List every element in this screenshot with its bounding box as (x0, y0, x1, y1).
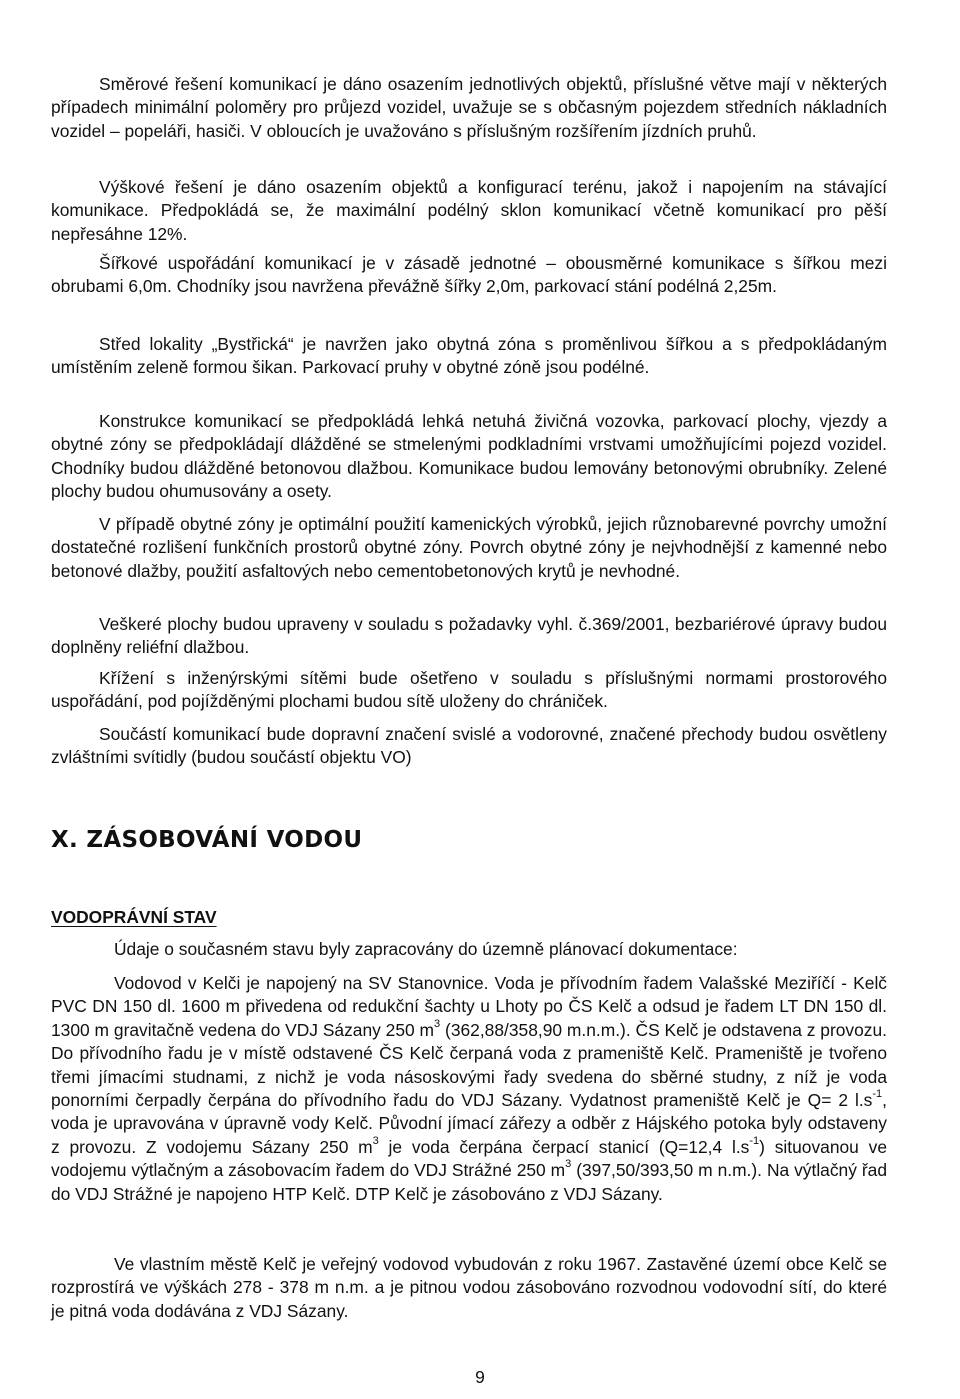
water-text-4: je voda čerpána čerpací stanicí (Q=12,4 l.s (378, 1136, 750, 1157)
text-block-construction (51, 410, 887, 504)
text-block-center (51, 333, 887, 380)
superscript-cubic: 3 (372, 1135, 379, 1148)
section-heading: X. ZÁSOBOVÁNÍ VODOU (51, 827, 363, 853)
paragraph-construction: Konstrukce komunikací se předpokládá lehká netuhá živičná vozovka, parkovací plochy, vjezdy a obytné zóny se předpokládají dlážděné se stmelenými podkladními vrstvami umožňujícími pojezd vozidel. Chodníky budou dlážděné betonovou dlažbou. Komunikace budou lemovány betonovými obrubníky. Zelené plochy budou ohumusovány a osety. (51, 411, 887, 502)
page-number: 9 (475, 1367, 485, 1387)
superscript-cubic: 3 (434, 1018, 441, 1031)
text-block-town-water (51, 1253, 887, 1323)
text-block-roads (51, 73, 887, 143)
paragraph-intro: Údaje o současném stavu byly zapracovány do územně plánovací dokumentace: (114, 939, 738, 959)
text-block-residential (51, 513, 887, 583)
water-text-6: (397,50/393,50 m n.m.). Na výtlačný řad do VDJ Strážné je napojeno HTP Kelč. DTP Kelč je zásobováno z VDJ Sázany. (51, 1160, 887, 1204)
paragraph-width: Šířkové uspořádání komunikací je v zásadě jednotné – obousměrné komunikace s šířkou mezi obrubami 6,0m. Chodníky jsou navržena převážně šířky 2,0m, parkovací stání podélná 2,25m. (51, 253, 887, 297)
text-block-signage (51, 723, 887, 770)
paragraph-water-supply (51, 972, 887, 1206)
text-block-width (51, 252, 887, 299)
water-text-2: (362,88/358,90 m.n.m.). ČS Kelč je odstavena z provozu. Do přívodního řadu je v místě odstavené ČS Kelč čerpaná voda z prameniště Kelč. Prameniště je tvořeno třemi jímacími studnami, z nichž je voda násoskovými řady svedena do sběrné studny, z níž je voda ponorními čerpadly čerpána do přívodního řadu do VDJ Sázany. Vydatnost prameniště Kelč je Q= 2 l.s (51, 1019, 887, 1111)
water-text-5: ) situovanou ve vodojemu výtlačným a zásobovacím řadem do VDJ Strážné 250 m (51, 1136, 887, 1181)
paragraph-barrier-free: Veškeré plochy budou upraveny v souladu s požadavky vyhl. č.369/2001, bezbariérové úpravy budou doplněny reliéfní dlažbou. (51, 614, 887, 658)
water-text-1: Vodovod v Kelči je napojený na SV Stanovnice. Voda je přívodním řadem Valašské Meziříčí - Kelč PVC DN 150 dl. 1600 m přivedena od redukční šachty u Lhoty po ČS Kelč a odsud je řadem LT DN 150 dl. 1300 m gravitačně vedena do VDJ Sázany 250 m (51, 973, 887, 1040)
text-block-intro (51, 938, 887, 961)
superscript-cubic: 3 (565, 1158, 572, 1171)
paragraph-signage: Součástí komunikací bude dopravní značení svislé a vodorovné, značené přechody budou osvětleny zvláštními svítidly (budou součástí objektu VO) (51, 724, 887, 768)
text-block-barrier-free (51, 613, 887, 660)
superscript-per-second: -1 (749, 1135, 760, 1148)
text-block-height (51, 176, 887, 246)
text-block-water-supply (51, 972, 887, 1206)
paragraph-direction: Směrové řešení komunikací je dáno osazením jednotlivých objektů, příslušné větve mají v některých případech minimální poloměry pro průjezd vozidel, uvažuje se s občasným pojezdem středních nákladních vozidel – popeláři, hasiči. V obloucích je uvažováno s příslušným rozšířením jízdních pruhů. (51, 74, 887, 141)
paragraph-center: Střed lokality „Bystřická“ je navržen jako obytná zóna s proměnlivou šířkou a s předpokládaným umístěním zeleně formou šikan. Parkovací pruhy v obytné zóně jsou podélné. (51, 334, 887, 378)
paragraph-residential: V případě obytné zóny je optimální použití kamenických výrobků, jejich různobarevné povrchy umožní dostatečné rozlišení funkčních prostorů obytné zóny. Povrch obytné zóny je nejvhodnější z kamenné nebo betonové dlažby, použití asfaltových nebo cementobetonových krytů je nevhodné. (51, 514, 887, 581)
water-text-3: , voda je upravována v úpravně vody Kelč. Původní jímací zářezy a odběr z Hájského potoka byly odstaveny z provozu. Z vodojemu Sázany 250 m (51, 1090, 887, 1157)
subsection-heading: VODOPRÁVNÍ STAV (51, 907, 217, 927)
superscript-per-second: -1 (872, 1088, 883, 1101)
paragraph-height: Výškové řešení je dáno osazením objektů a konfigurací terénu, jakož i napojením na stávající komunikace. Předpokládá se, že maximální podélný sklon komunikací včetně komunikací pro pěší nepřesáhne 12%. (51, 177, 887, 244)
paragraph-town-water: Ve vlastním městě Kelč je veřejný vodovod vybudován z roku 1967. Zastavěné území obce Kelč se rozprostírá ve výškách 278 - 378 m n.m. a je pitnou vodou zásobováno rozvodnou vodovodní sítí, do které je pitná voda dodávána z VDJ Sázany. (51, 1254, 887, 1321)
paragraph-crossing: Křížení s inženýrskými sítěmi bude ošetřeno v souladu s příslušnými normami prostorového uspořádání, pod pojížděnými plochami budou sítě uloženy do chrániček. (51, 668, 887, 712)
text-block-crossing (51, 667, 887, 714)
